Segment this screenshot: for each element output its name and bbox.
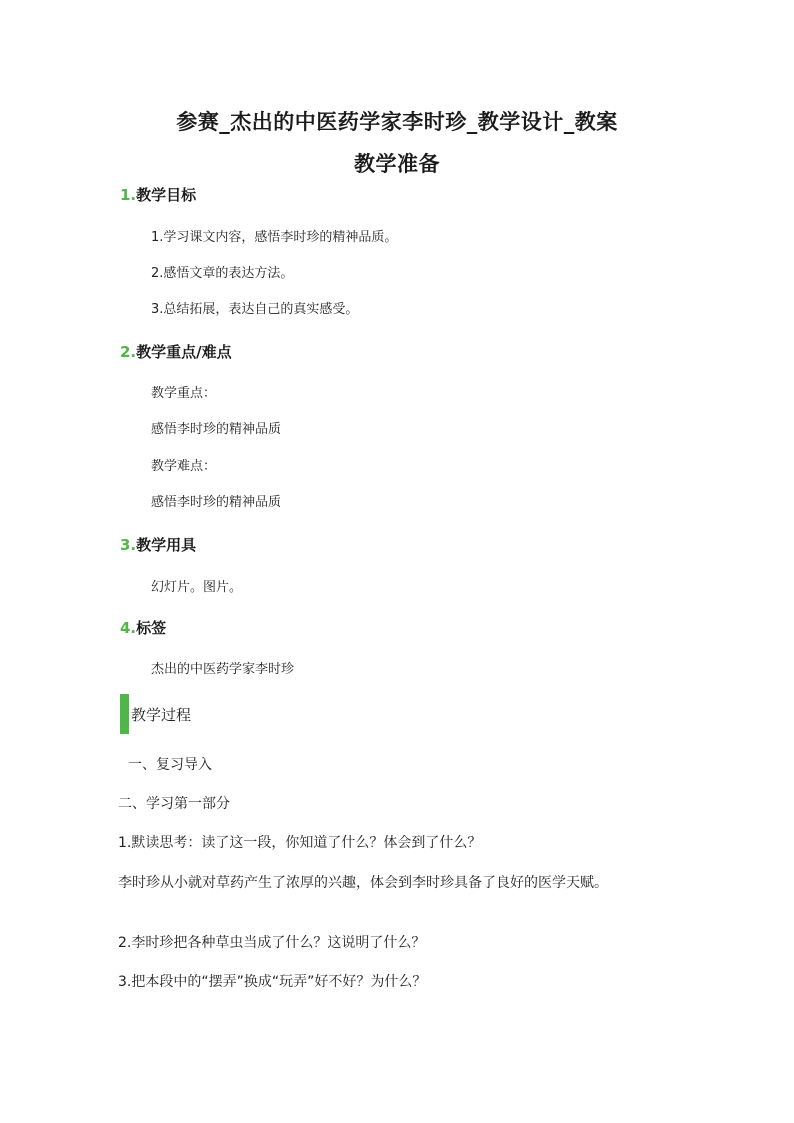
section-heading-key-points <box>120 341 232 362</box>
objective-item: 2.感悟文章的表达方法。 <box>151 266 294 281</box>
process-paragraph: 一、复习导入 <box>128 757 212 773</box>
difficult-point-text: 感悟李时珍的精神品质 <box>151 495 282 510</box>
section-heading-tags <box>120 617 166 638</box>
section-number: 1. <box>120 186 137 204</box>
process-paragraph: 1.默读思考：读了这一段，你知道了什么？体会到了什么？ <box>118 835 482 851</box>
section-number: 2. <box>120 343 137 361</box>
tools-text: 幻灯片。图片。 <box>151 580 243 595</box>
section-label: 教学用具 <box>136 536 197 554</box>
document-title: 参赛_杰出的中医药学家李时珍_教学设计_教案 <box>176 110 618 134</box>
section-number: 3. <box>120 536 137 554</box>
section-label: 教学目标 <box>136 186 197 204</box>
accent-bar <box>120 694 129 734</box>
process-heading: 教学过程 <box>131 706 192 724</box>
key-point-text: 感悟李时珍的精神品质 <box>151 422 282 437</box>
document-subtitle: 教学准备 <box>354 152 440 176</box>
tag-text: 杰出的中医药学家李时珍 <box>151 662 295 677</box>
objective-item: 1.学习课文内容，感悟李时珍的精神品质。 <box>151 230 398 245</box>
section-heading-tools <box>120 534 196 555</box>
process-paragraph: 2.李时珍把各种草虫当成了什么？这说明了什么？ <box>118 935 426 951</box>
process-heading-block <box>120 694 320 734</box>
process-paragraph: 3.把本段中的“摆弄”换成“玩弄”好不好？为什么？ <box>118 974 427 990</box>
difficult-point-label: 教学难点： <box>151 459 217 474</box>
process-paragraph: 二、学习第一部分 <box>118 796 230 812</box>
section-number: 4. <box>120 619 137 637</box>
section-heading-objectives <box>120 184 196 205</box>
key-point-label: 教学重点： <box>151 386 217 401</box>
section-label: 教学重点/难点 <box>136 343 232 361</box>
objective-item: 3.总结拓展，表达自己的真实感受。 <box>151 302 359 317</box>
section-label: 标签 <box>136 619 167 637</box>
process-paragraph: 李时珍从小就对草药产生了浓厚的兴趣，体会到李时珍具备了良好的医学天赋。 <box>118 875 608 891</box>
